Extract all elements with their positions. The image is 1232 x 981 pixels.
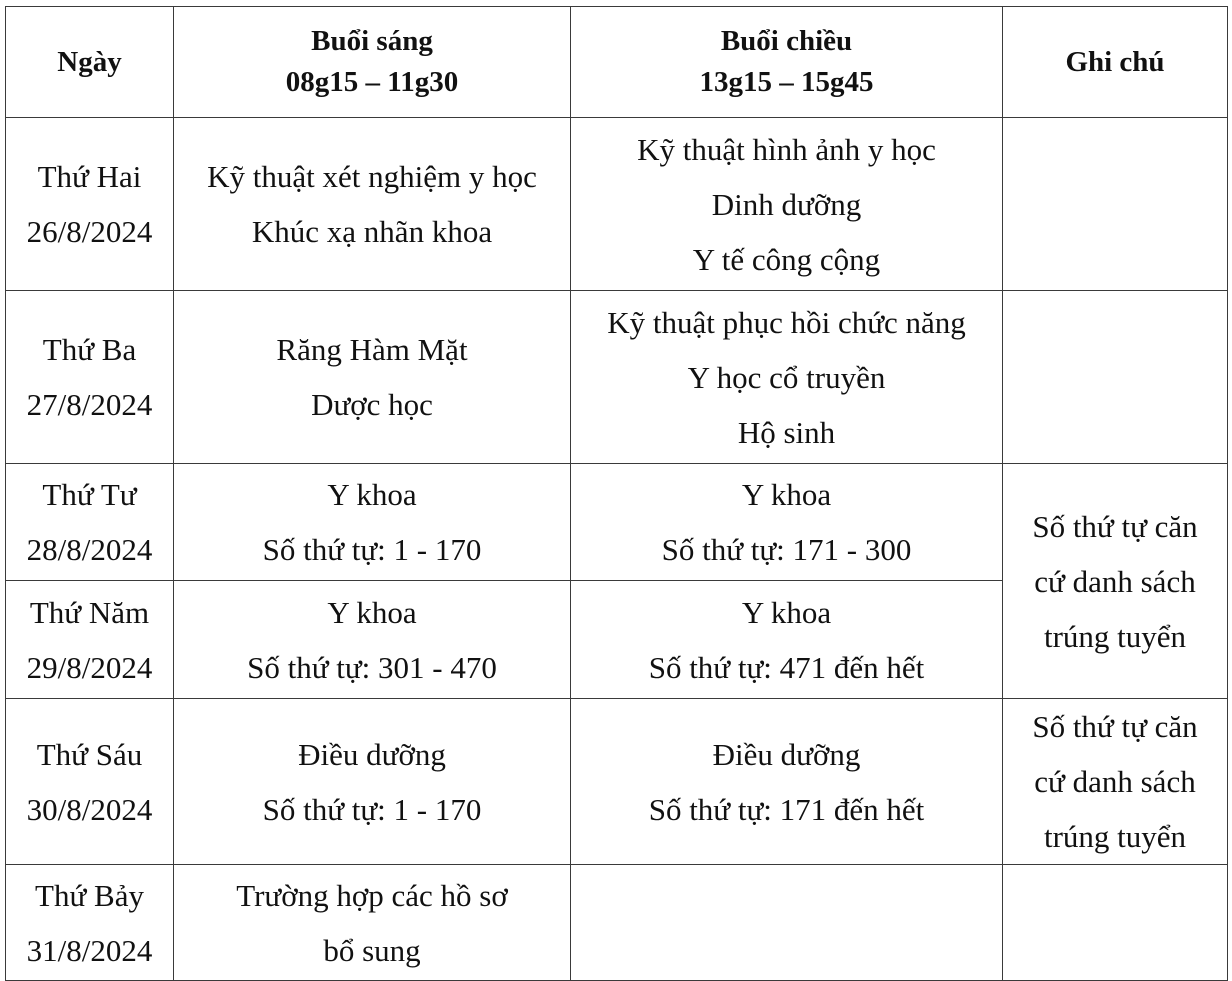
day-cell: Thứ Tư 28/8/2024 xyxy=(6,464,174,581)
table-row xyxy=(6,464,1228,581)
day-cell: Thứ Ba 27/8/2024 xyxy=(6,291,174,464)
header-afternoon: Buổi chiều 13g15 – 15g45 xyxy=(571,7,1003,118)
day-cell: Thứ Hai 26/8/2024 xyxy=(6,118,174,291)
afternoon-cell: Điều dưỡng Số thứ tự: 171 đến hết xyxy=(571,699,1003,865)
day-cell: Thứ Sáu 30/8/2024 xyxy=(6,699,174,865)
afternoon-cell: Y khoa Số thứ tự: 171 - 300 xyxy=(571,464,1003,581)
day-cell: Thứ Năm 29/8/2024 xyxy=(6,581,174,699)
table-row xyxy=(6,699,1228,865)
header-morning: Buổi sáng 08g15 – 11g30 xyxy=(174,7,571,118)
morning-cell: Kỹ thuật xét nghiệm y học Khúc xạ nhãn khoa xyxy=(174,118,571,291)
morning-cell: Y khoa Số thứ tự: 301 - 470 xyxy=(174,581,571,699)
note-cell xyxy=(1003,118,1228,291)
afternoon-cell: Y khoa Số thứ tự: 471 đến hết xyxy=(571,581,1003,699)
note-cell-yk: Số thứ tự căn cứ danh sách trúng tuyển xyxy=(1003,464,1228,699)
schedule-table xyxy=(5,6,1228,981)
note-cell-dd: Số thứ tự căn cứ danh sách trúng tuyển xyxy=(1003,699,1228,865)
note-cell xyxy=(1003,291,1228,464)
afternoon-cell: Kỹ thuật hình ảnh y học Dinh dưỡng Y tế công cộng xyxy=(571,118,1003,291)
header-row xyxy=(6,7,1228,118)
day-cell: Thứ Bảy 31/8/2024 xyxy=(6,865,174,981)
afternoon-cell xyxy=(571,865,1003,981)
morning-cell: Y khoa Số thứ tự: 1 - 170 xyxy=(174,464,571,581)
afternoon-cell: Kỹ thuật phục hồi chức năng Y học cổ truyền Hộ sinh xyxy=(571,291,1003,464)
morning-cell: Điều dưỡng Số thứ tự: 1 - 170 xyxy=(174,699,571,865)
table-row xyxy=(6,291,1228,464)
note-cell xyxy=(1003,865,1228,981)
table-row xyxy=(6,865,1228,981)
header-day: Ngày xyxy=(6,7,174,118)
morning-cell: Trường hợp các hồ sơ bổ sung xyxy=(174,865,571,981)
morning-cell: Răng Hàm Mặt Dược học xyxy=(174,291,571,464)
table-row xyxy=(6,118,1228,291)
header-note: Ghi chú xyxy=(1003,7,1228,118)
